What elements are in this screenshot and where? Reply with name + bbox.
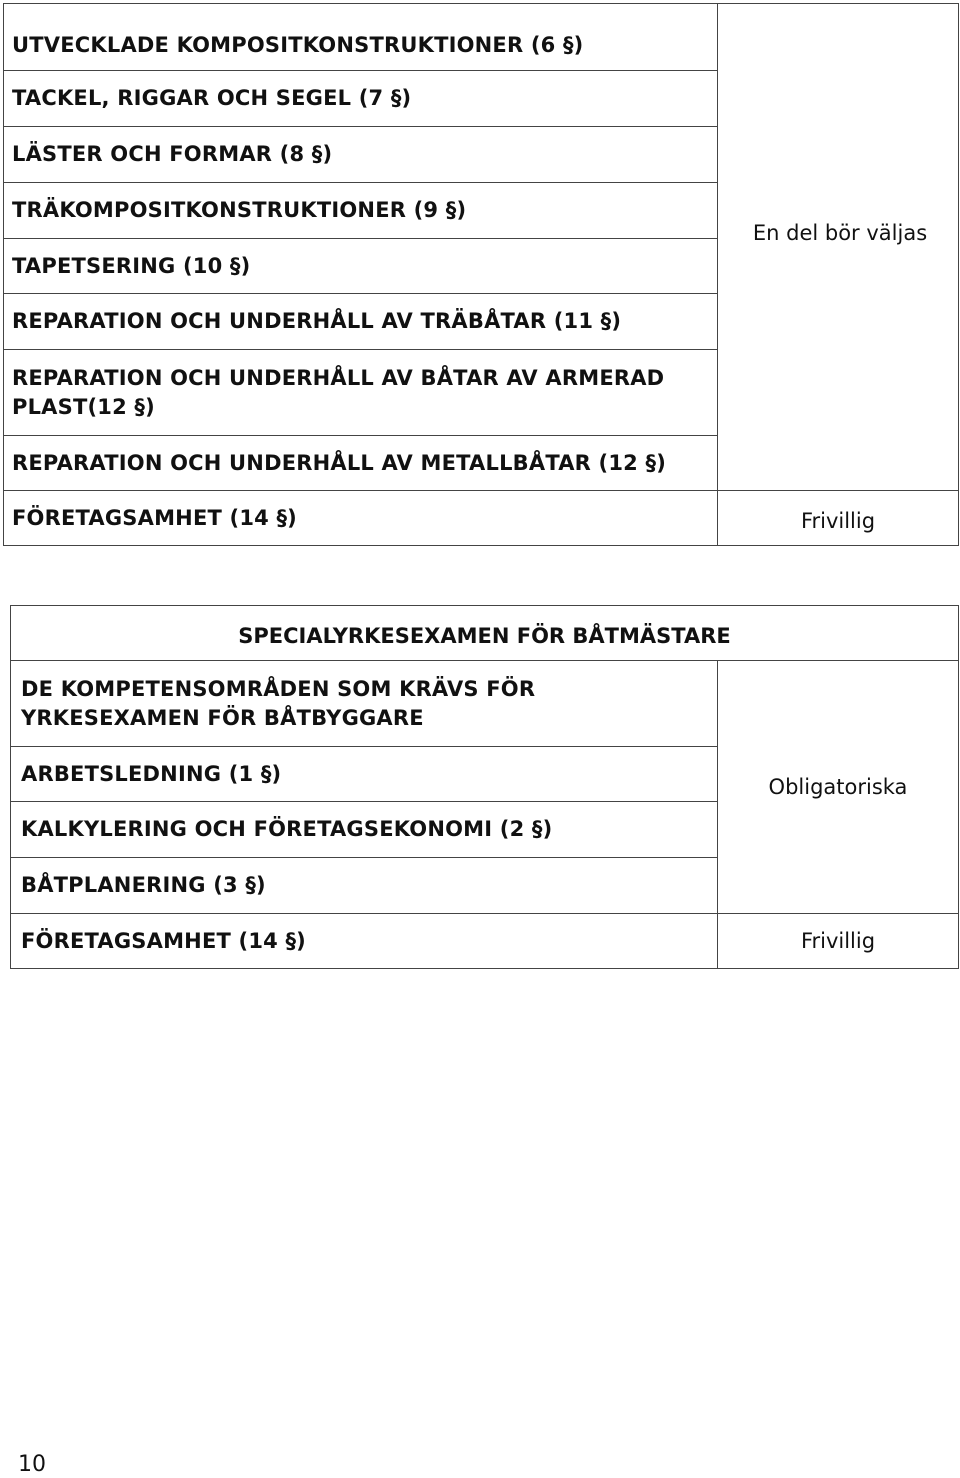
module-row: ARBETSLEDNING (1 §) bbox=[11, 747, 718, 802]
module-row: TACKEL, RIGGAR OCH SEGEL (7 §) bbox=[4, 71, 718, 127]
mandatory-label: Obligatoriska bbox=[718, 661, 959, 914]
module-row: REPARATION OCH UNDERHÅLL AV BÅTAR AV ARMERAD PLAST(12 §) bbox=[4, 350, 718, 436]
choice-requirement-label: En del bör väljas bbox=[718, 4, 959, 491]
module-row: LÄSTER OCH FORMAR (8 §) bbox=[4, 127, 718, 183]
optional-label: Frivillig bbox=[718, 491, 959, 546]
module-row: FÖRETAGSAMHET (14 §) bbox=[4, 491, 718, 546]
module-row: DE KOMPETENSOMRÅDEN SOM KRÄVS FÖR YRKESEXAMEN FÖR BÅTBYGGARE bbox=[11, 661, 718, 747]
module-row: REPARATION OCH UNDERHÅLL AV TRÄBÅTAR (11 §) bbox=[4, 294, 718, 350]
optional-label: Frivillig bbox=[718, 914, 959, 969]
module-row: TRÄKOMPOSITKONSTRUKTIONER (9 §) bbox=[4, 183, 718, 239]
module-row: BÅTPLANERING (3 §) bbox=[11, 858, 718, 914]
module-row: TAPETSERING (10 §) bbox=[4, 239, 718, 294]
modules-table-1 bbox=[3, 3, 959, 546]
modules-table-2 bbox=[10, 605, 959, 969]
module-row: KALKYLERING OCH FÖRETAGSEKONOMI (2 §) bbox=[11, 802, 718, 858]
page-number: 10 bbox=[18, 1452, 46, 1477]
table-title: SPECIALYRKESEXAMEN FÖR BÅTMÄSTARE bbox=[11, 606, 959, 661]
module-row: UTVECKLADE KOMPOSITKONSTRUKTIONER (6 §) bbox=[4, 4, 718, 71]
module-row: REPARATION OCH UNDERHÅLL AV METALLBÅTAR (12 §) bbox=[4, 436, 718, 491]
module-row: FÖRETAGSAMHET (14 §) bbox=[11, 914, 718, 969]
